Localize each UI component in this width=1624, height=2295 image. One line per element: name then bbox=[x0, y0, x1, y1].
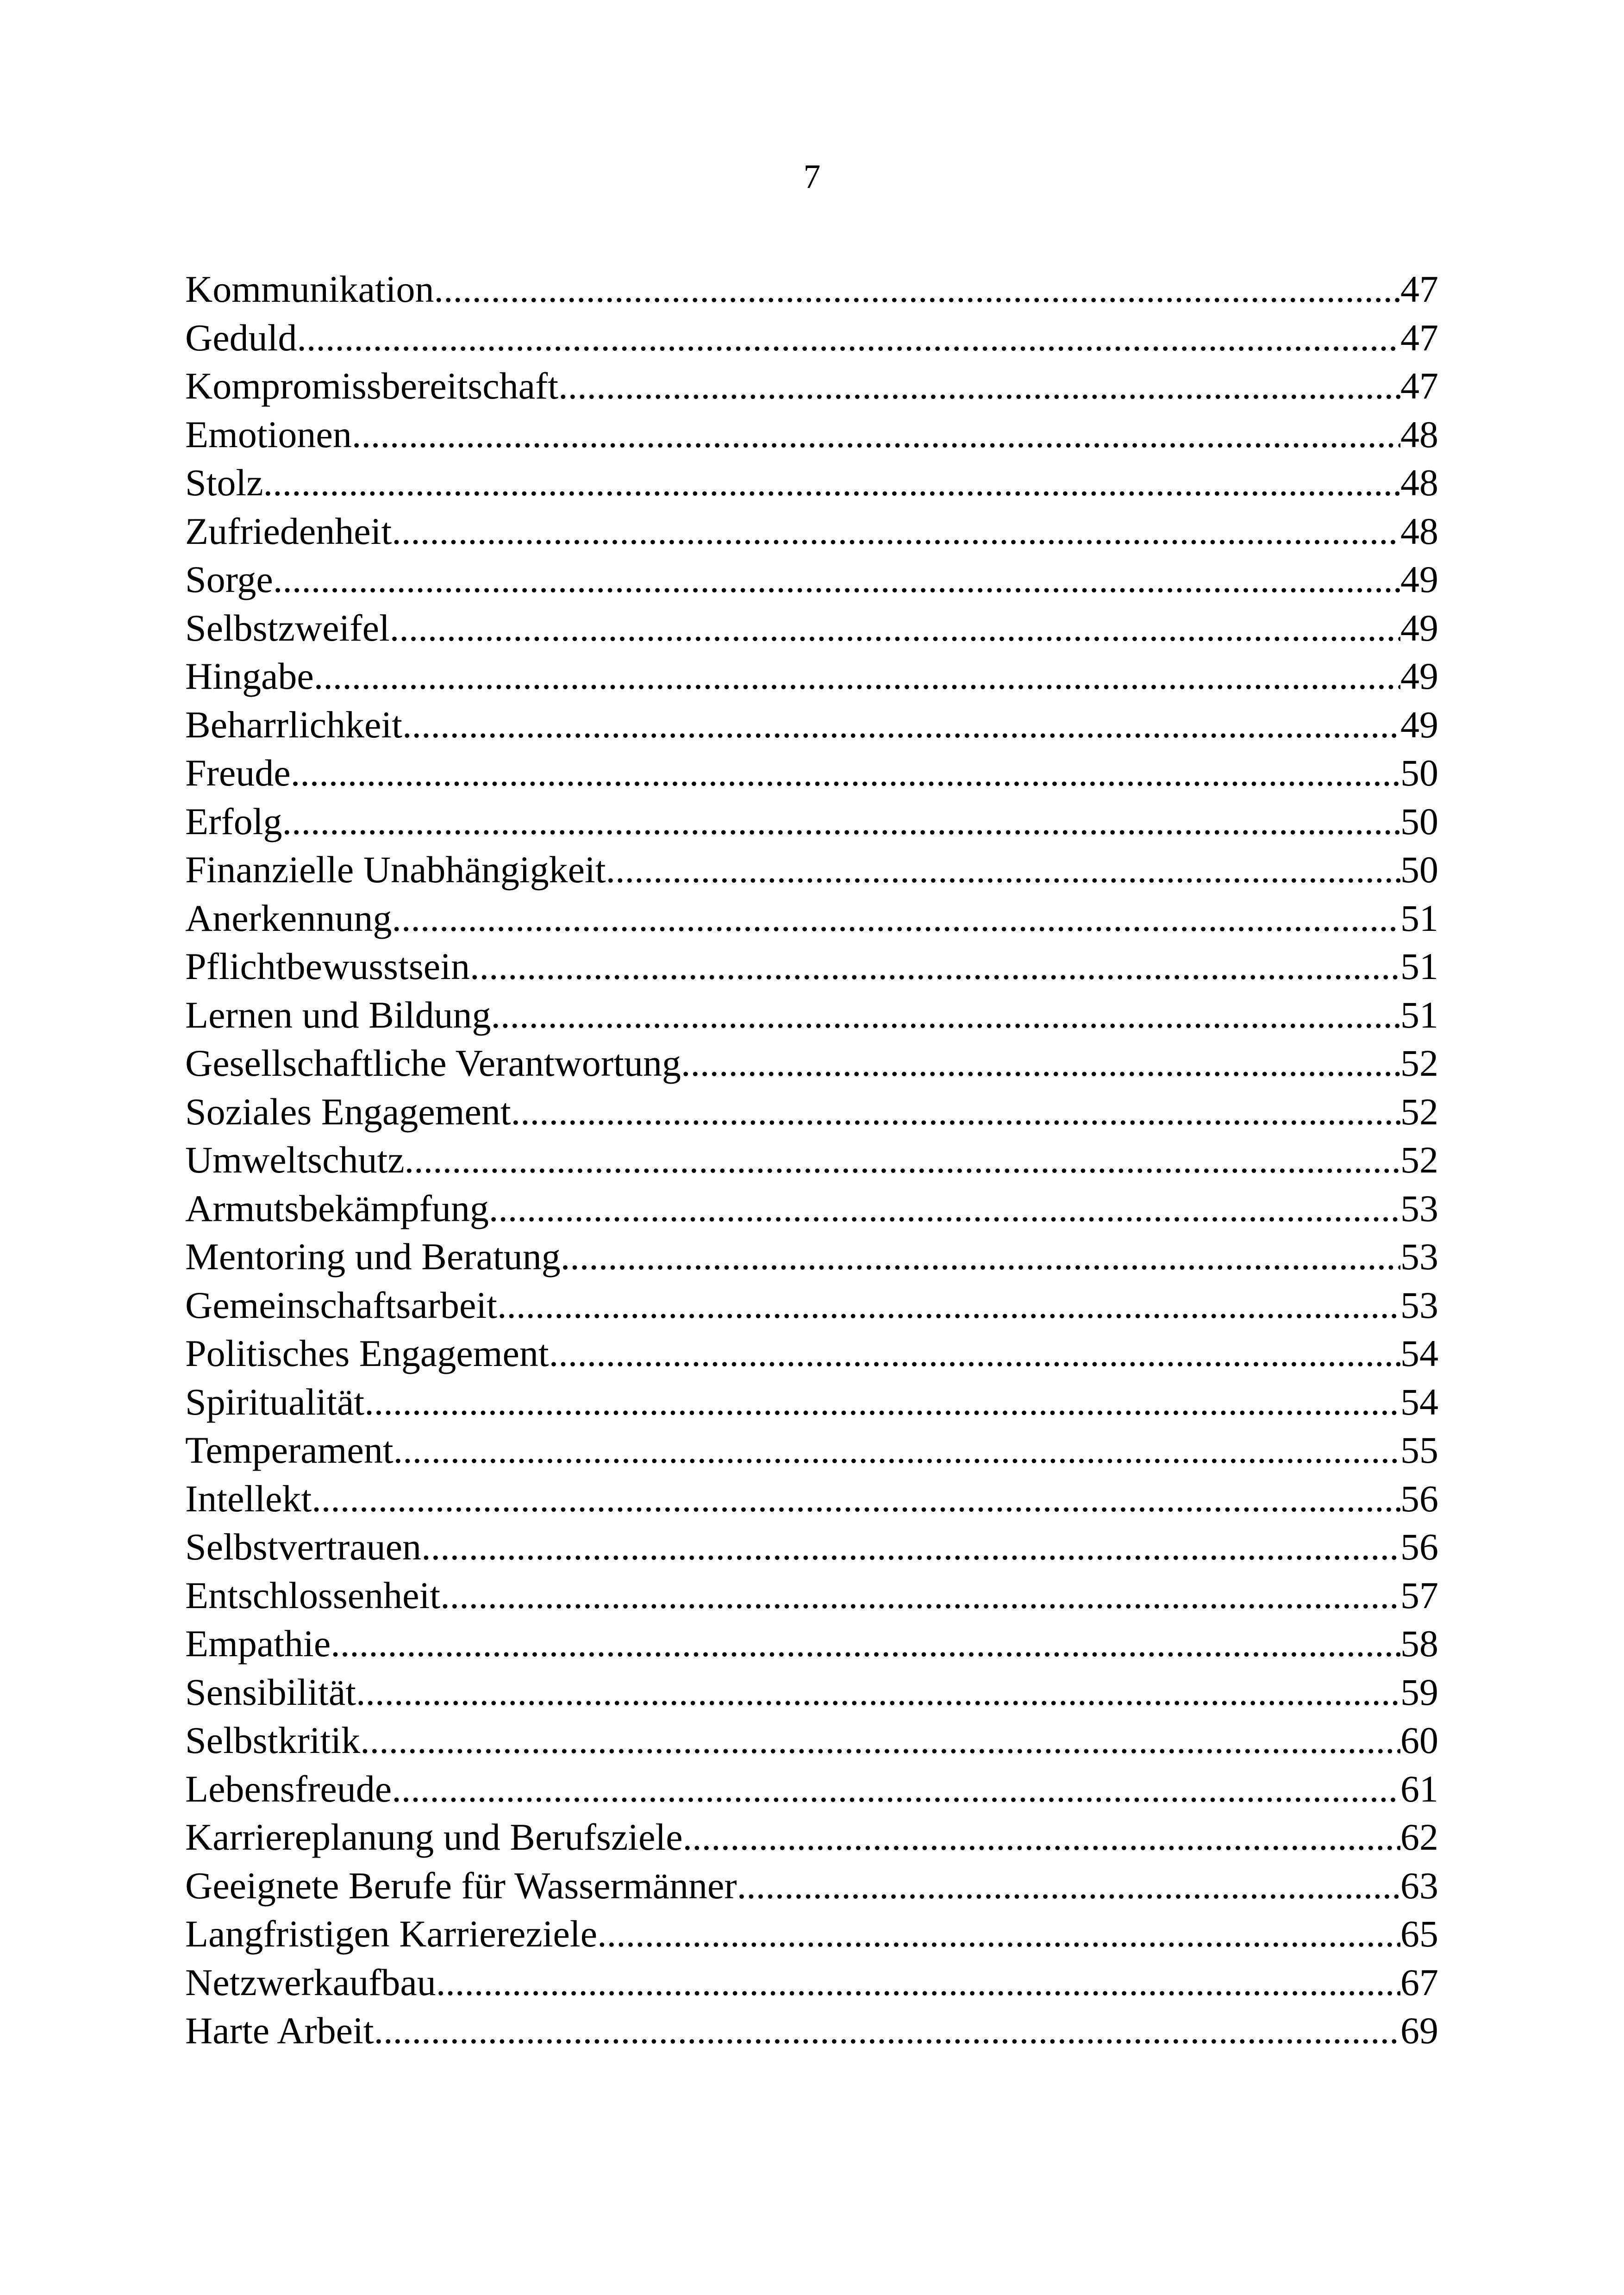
toc-entry-page: 48 bbox=[1400, 461, 1438, 504]
toc-entry-page: 49 bbox=[1400, 703, 1438, 746]
toc-entry-title: Selbstvertrauen bbox=[185, 1526, 422, 1568]
toc-entry bbox=[185, 1862, 1438, 1910]
toc-entry-page: 56 bbox=[1400, 1477, 1438, 1520]
toc-entry bbox=[185, 1572, 1438, 1620]
toc-entry-title: Mentoring und Beratung bbox=[185, 1235, 561, 1278]
toc-entry-page: 60 bbox=[1400, 1719, 1438, 1761]
dot-leader bbox=[282, 798, 1400, 846]
toc-entry bbox=[185, 1136, 1438, 1185]
toc-entry-page: 62 bbox=[1400, 1816, 1438, 1858]
toc-entry-page: 50 bbox=[1400, 752, 1438, 794]
toc-entry bbox=[185, 1958, 1438, 2007]
table-of-contents bbox=[185, 265, 1438, 2055]
toc-entry bbox=[185, 1523, 1438, 1572]
toc-entry bbox=[185, 555, 1438, 604]
toc-entry-page: 50 bbox=[1400, 848, 1438, 891]
toc-entry-title: Politisches Engagement bbox=[185, 1332, 549, 1374]
dot-leader bbox=[360, 1716, 1400, 1765]
toc-entry-title: Selbstkritik bbox=[185, 1719, 361, 1761]
toc-entry-title: Harte Arbeit bbox=[185, 2009, 374, 2052]
dot-leader bbox=[314, 652, 1400, 701]
toc-entry bbox=[185, 459, 1438, 507]
toc-entry-title: Gesellschaftliche Verantwortung bbox=[185, 1042, 681, 1084]
dot-leader bbox=[597, 1910, 1400, 1958]
toc-entry-title: Sensibilität bbox=[185, 1671, 356, 1713]
toc-entry-title: Umweltschutz bbox=[185, 1139, 405, 1181]
dot-leader bbox=[356, 1668, 1400, 1717]
dot-leader bbox=[436, 1958, 1400, 2007]
toc-entry-page: 69 bbox=[1400, 2009, 1438, 2052]
toc-entry-title: Finanzielle Unabhängigkeit bbox=[185, 848, 606, 891]
toc-entry-page: 47 bbox=[1400, 268, 1438, 310]
toc-entry-page: 49 bbox=[1400, 655, 1438, 697]
toc-entry-page: 53 bbox=[1400, 1284, 1438, 1326]
toc-entry-title: Pflichtbewusstsein bbox=[185, 945, 470, 987]
toc-entry bbox=[185, 1620, 1438, 1668]
toc-entry-page: 52 bbox=[1400, 1042, 1438, 1084]
toc-entry-page: 49 bbox=[1400, 606, 1438, 649]
dot-leader bbox=[297, 314, 1400, 362]
toc-entry-title: Armutsbekämpfung bbox=[185, 1187, 489, 1229]
toc-entry bbox=[185, 1813, 1438, 1862]
toc-entry-page: 65 bbox=[1400, 1913, 1438, 1955]
toc-entry bbox=[185, 1088, 1438, 1136]
toc-entry-title: Intellekt bbox=[185, 1477, 312, 1520]
toc-entry-page: 47 bbox=[1400, 316, 1438, 359]
toc-entry bbox=[185, 749, 1438, 798]
toc-entry bbox=[185, 701, 1438, 749]
toc-entry-page: 63 bbox=[1400, 1864, 1438, 1907]
toc-entry-page: 54 bbox=[1400, 1332, 1438, 1374]
toc-entry-page: 56 bbox=[1400, 1526, 1438, 1568]
toc-entry bbox=[185, 1233, 1438, 1281]
toc-entry-page: 58 bbox=[1400, 1622, 1438, 1665]
toc-entry-title: Gemeinschaftsarbeit bbox=[185, 1284, 497, 1326]
dot-leader bbox=[606, 846, 1400, 894]
toc-entry-title: Soziales Engagement bbox=[185, 1090, 511, 1133]
dot-leader bbox=[491, 991, 1400, 1040]
toc-entry-title: Kommunikation bbox=[185, 268, 434, 310]
dot-leader bbox=[681, 1039, 1400, 1088]
toc-entry-title: Geeignete Berufe für Wassermänner bbox=[185, 1864, 737, 1907]
dot-leader bbox=[374, 2007, 1400, 2055]
toc-entry-page: 47 bbox=[1400, 365, 1438, 407]
toc-entry-title: Beharrlichkeit bbox=[185, 703, 403, 746]
toc-entry-page: 49 bbox=[1400, 558, 1438, 600]
dot-leader bbox=[312, 1475, 1400, 1523]
toc-entry bbox=[185, 1765, 1438, 1814]
dot-leader bbox=[364, 1378, 1400, 1427]
toc-entry-title: Langfristigen Karriereziele bbox=[185, 1913, 598, 1955]
toc-entry-page: 51 bbox=[1400, 945, 1438, 987]
toc-entry bbox=[185, 1185, 1438, 1233]
dot-leader bbox=[392, 507, 1400, 556]
toc-entry-title: Kompromissbereitschaft bbox=[185, 365, 559, 407]
toc-entry bbox=[185, 314, 1438, 362]
toc-entry bbox=[185, 894, 1438, 943]
dot-leader bbox=[392, 1765, 1400, 1814]
toc-entry bbox=[185, 1329, 1438, 1378]
toc-entry bbox=[185, 846, 1438, 894]
toc-entry bbox=[185, 1426, 1438, 1475]
dot-leader bbox=[434, 265, 1400, 314]
toc-entry-page: 48 bbox=[1400, 510, 1438, 552]
toc-entry-page: 51 bbox=[1400, 993, 1438, 1036]
toc-entry bbox=[185, 411, 1438, 459]
toc-entry bbox=[185, 1039, 1438, 1088]
toc-entry bbox=[185, 942, 1438, 991]
toc-entry bbox=[185, 1475, 1438, 1523]
dot-leader bbox=[331, 1620, 1400, 1668]
dot-leader bbox=[405, 1136, 1400, 1185]
toc-entry bbox=[185, 507, 1438, 556]
toc-entry-title: Lernen und Bildung bbox=[185, 993, 491, 1036]
toc-entry-title: Karriereplanung und Berufsziele bbox=[185, 1816, 683, 1858]
toc-entry bbox=[185, 1378, 1438, 1427]
toc-entry-page: 50 bbox=[1400, 800, 1438, 842]
toc-entry bbox=[185, 798, 1438, 846]
toc-entry-title: Stolz bbox=[185, 461, 263, 504]
toc-entry-title: Selbstzweifel bbox=[185, 606, 390, 649]
toc-entry bbox=[185, 1668, 1438, 1717]
toc-entry-page: 54 bbox=[1400, 1380, 1438, 1423]
toc-entry bbox=[185, 1910, 1438, 1958]
dot-leader bbox=[737, 1862, 1400, 1910]
toc-entry bbox=[185, 652, 1438, 701]
toc-entry-page: 55 bbox=[1400, 1429, 1438, 1471]
toc-entry-page: 52 bbox=[1400, 1139, 1438, 1181]
dot-leader bbox=[390, 604, 1400, 653]
dot-leader bbox=[394, 1426, 1400, 1475]
toc-entry-title: Spiritualität bbox=[185, 1380, 365, 1423]
dot-leader bbox=[440, 1572, 1400, 1620]
toc-entry-title: Geduld bbox=[185, 316, 297, 359]
dot-leader bbox=[489, 1185, 1400, 1233]
toc-entry-title: Hingabe bbox=[185, 655, 314, 697]
toc-entry-title: Netzwerkaufbau bbox=[185, 1961, 436, 2003]
dot-leader bbox=[421, 1523, 1400, 1572]
dot-leader bbox=[549, 1329, 1400, 1378]
toc-entry-title: Freude bbox=[185, 752, 291, 794]
toc-entry-title: Zufriedenheit bbox=[185, 510, 392, 552]
dot-leader bbox=[561, 1233, 1400, 1281]
dot-leader bbox=[683, 1813, 1400, 1862]
dot-leader bbox=[511, 1088, 1400, 1136]
toc-entry-page: 53 bbox=[1400, 1235, 1438, 1278]
toc-entry-page: 57 bbox=[1400, 1574, 1438, 1616]
toc-entry bbox=[185, 1281, 1438, 1330]
toc-entry-page: 67 bbox=[1400, 1961, 1438, 2003]
toc-entry bbox=[185, 265, 1438, 314]
dot-leader bbox=[263, 459, 1400, 507]
toc-entry bbox=[185, 1716, 1438, 1765]
toc-entry bbox=[185, 2007, 1438, 2055]
toc-entry-title: Erfolg bbox=[185, 800, 282, 842]
toc-entry-page: 51 bbox=[1400, 897, 1438, 939]
toc-entry-title: Temperament bbox=[185, 1429, 394, 1471]
toc-entry-title: Entschlossenheit bbox=[185, 1574, 441, 1616]
toc-entry-page: 48 bbox=[1400, 413, 1438, 455]
toc-entry-title: Anerkennung bbox=[185, 897, 392, 939]
toc-entry-title: Lebensfreude bbox=[185, 1767, 392, 1810]
dot-leader bbox=[291, 749, 1400, 798]
toc-entry bbox=[185, 604, 1438, 653]
toc-entry-page: 53 bbox=[1400, 1187, 1438, 1229]
toc-entry bbox=[185, 362, 1438, 411]
toc-entry-page: 52 bbox=[1400, 1090, 1438, 1133]
dot-leader bbox=[392, 894, 1400, 943]
toc-entry-page: 61 bbox=[1400, 1767, 1438, 1810]
page-number: 7 bbox=[803, 158, 821, 196]
dot-leader bbox=[352, 411, 1400, 459]
toc-entry-title: Empathie bbox=[185, 1622, 331, 1665]
toc-entry-title: Sorge bbox=[185, 558, 273, 600]
dot-leader bbox=[558, 362, 1400, 411]
dot-leader bbox=[470, 942, 1400, 991]
toc-entry-title: Emotionen bbox=[185, 413, 352, 455]
dot-leader bbox=[273, 555, 1400, 604]
toc-entry bbox=[185, 991, 1438, 1040]
dot-leader bbox=[497, 1281, 1400, 1330]
toc-entry-page: 59 bbox=[1400, 1671, 1438, 1713]
dot-leader bbox=[402, 701, 1400, 749]
